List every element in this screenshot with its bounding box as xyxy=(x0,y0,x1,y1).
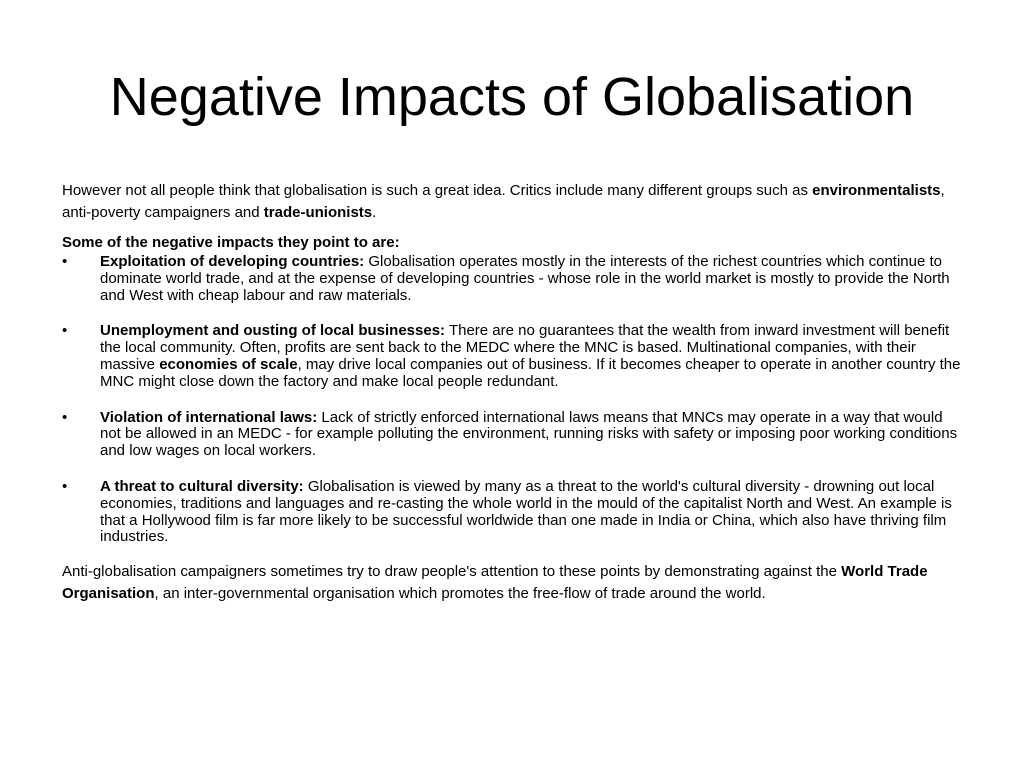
item-heading: Exploitation of developing countries: xyxy=(100,253,365,270)
outro-text-2: , an inter-governmental organisation which promotes the free-flow of trade around the world. xyxy=(154,585,766,603)
item-heading: A threat to cultural diversity: xyxy=(100,477,304,495)
bullet-glyph: • xyxy=(62,253,68,270)
list-item-unemployment xyxy=(62,323,962,390)
item-text: Globalisation is viewed by many as a threat to the world's cultural diversity - drowning out local economies, traditions and languages and re-casting the whole world in the mould of the capitalist North and West. An example is that a Hollywood film is far more likely to be successful worldwide than one made in India or China, which also have thriving film industries. xyxy=(100,477,952,546)
impacts-list xyxy=(62,254,962,546)
item-text-1: There are no guarantees that the wealth from inward investment will benefit the local community. Often, profits are sent back to the MEDC where the MNC is based. Multinational companies, with their massive xyxy=(100,322,950,373)
intro-bold-environmentalists: environmentalists xyxy=(812,182,941,199)
slide-body xyxy=(62,180,962,605)
item-text-2: , may drive local companies out of business. If it becomes cheaper to operate in another country the MNC might close down the factory and make local people redundant. xyxy=(100,355,961,390)
intro-text-2: , anti-poverty campaigners and xyxy=(62,182,945,221)
bullet-glyph: • xyxy=(62,408,68,426)
outro-text-1: Anti-globalisation campaigners sometimes try to draw people's attention to these points by demonstrating against the xyxy=(62,563,842,581)
item-text: Lack of strictly enforced international laws means that MNCs may operate in a way that would not be allowed in an MEDC - for example polluting the environment, running risks with safety or imposing poor working conditions and low wages on local workers. xyxy=(100,408,958,460)
item-text: Globalisation operates mostly in the interests of the richest countries which continue to dominate world trade, and at the expense of developing countries - whose role in the world market is mostly to provide the North and West with cheap labour and raw materials. xyxy=(100,253,950,304)
list-item-cultural-diversity xyxy=(62,479,962,546)
intro-paragraph xyxy=(62,180,962,224)
outro-paragraph xyxy=(62,561,962,605)
bullet-glyph: • xyxy=(62,477,68,495)
item-heading: Violation of international laws: xyxy=(100,408,318,426)
intro-text-3: . xyxy=(372,204,377,221)
intro-text-1: However not all people think that globalisation is such a great idea. Critics include many different groups such as xyxy=(62,182,813,199)
item-heading: Unemployment and ousting of local businesses: xyxy=(100,322,446,340)
list-item-exploitation xyxy=(62,254,962,304)
list-lead-heading: Some of the negative impacts they point to are: xyxy=(62,234,400,251)
bullet-glyph: • xyxy=(62,322,68,340)
intro-bold-trade-unionists: trade-unionists xyxy=(263,204,373,221)
item-bold-economies-of-scale: economies of scale xyxy=(159,355,298,373)
slide-title: Negative Impacts of Globalisation xyxy=(109,67,915,127)
outro-bold-wto: World Trade Organisation xyxy=(62,563,928,603)
list-item-violation xyxy=(62,410,962,460)
